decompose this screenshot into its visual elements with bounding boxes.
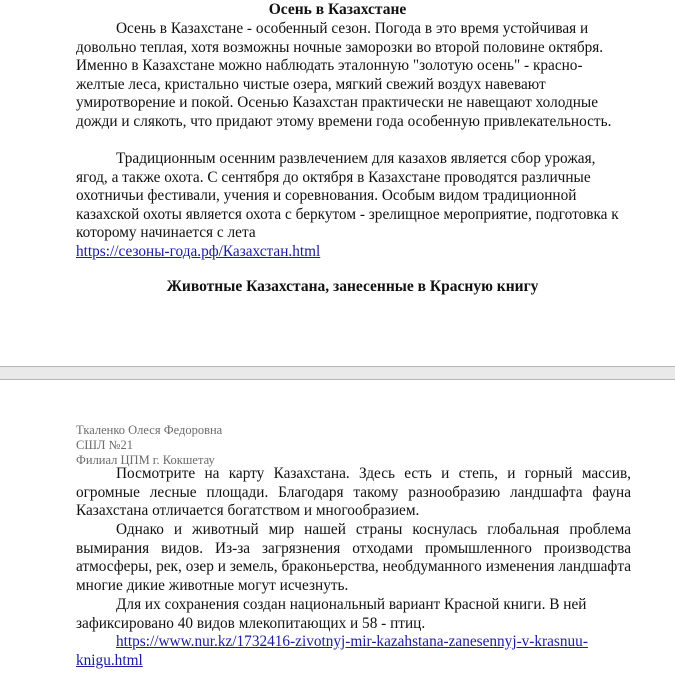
paragraph-autumn-weather: Осень в Казахстане - особенный сезон. Погода в это время устойчивая и довольно теплая, хотя возможны ночные заморозки во второй половине октября. Именно в Казахстане можно наблюдать эталонную "золотую осень" - красно-желтые леса, кристально чистые озера, мягкий свежий воздух навевают умиротворение и покой. Осенью Казахстан практически не навещают холодные дожди и слякоть, что придают этому времени года особенную привлекательность. [76,20,612,130]
paragraph-extinction: Однако и животный мир нашей страны коснулась глобальная проблема вымирания видов. Из-за загрязнения отходами промышленного производства атмосферы, рек, озер и земель, браконьерства, необдуманного изменения ландшафта многие дикие животные могут исчезнуть. [76,521,631,594]
author-name: Ткаленко Олеся Федоровна [76,423,223,437]
page-title: Осень в Казахстане [268,1,407,18]
section-heading-red-book: Животные Казахстана, занесенные в Красную книгу [166,278,539,295]
author-school: СШЛ №21 [76,438,133,452]
paragraph-landscape: Посмотрите на карту Казахстана. Здесь есть и степь, и горный массив, огромные лесные площади. Благодаря такому разнообразию ландшафта фауна Казахстана отличается богатством и многообразием. [76,465,631,520]
author-branch: Филиал ЦПМ г. Кокшетау [76,453,215,467]
paragraph-autumn-traditions [76,150,631,262]
document-page-bottom [0,380,675,676]
paragraph-source-link [76,633,631,670]
source-link-seasons[interactable]: https://сезоны-года.рф/Казахстан.html [76,242,321,260]
source-link-nur[interactable]: https://www.nur.kz/1732416-zivotnyj-mir-kazahstana-zanesennyj-v-krasnuu-knigu.html [76,633,588,669]
page-break-gap [0,366,675,380]
paragraph-red-book: Для их сохранения создан национальный вариант Красной книги. В ней зафиксировано 40 видов млекопитающих и 58 - птиц. [76,596,587,632]
paragraph-autumn-traditions-text: Традиционным осенним развлечением для казахов является сбор урожая, ягод, а также охота. С сентября до октября в Казахстане проводятся различные охотничьи фестивали, учения и соревнования. Особым видом традиционной казахской охоты является охота с беркутом - зрелищное мероприятие, подготовка к которому начинается с лета [76,150,619,242]
